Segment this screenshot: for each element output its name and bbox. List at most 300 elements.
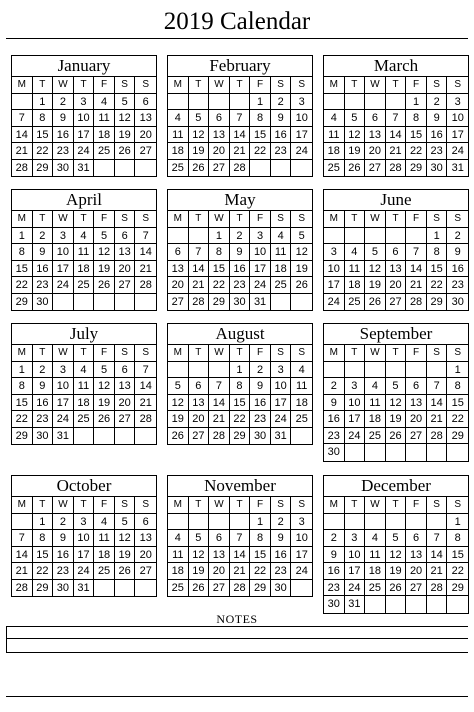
day-cell[interactable]: 20 bbox=[406, 411, 427, 428]
day-cell[interactable]: 16 bbox=[230, 261, 251, 278]
day-cell[interactable]: 3 bbox=[74, 94, 95, 111]
day-cell[interactable]: 21 bbox=[135, 261, 156, 278]
day-cell[interactable]: 27 bbox=[115, 411, 136, 428]
day-cell[interactable]: 9 bbox=[53, 110, 74, 127]
day-cell[interactable]: 25 bbox=[365, 580, 386, 597]
day-cell[interactable]: 28 bbox=[427, 580, 448, 597]
day-cell[interactable]: 1 bbox=[33, 514, 54, 531]
day-cell[interactable]: 8 bbox=[250, 530, 271, 547]
day-cell[interactable]: 7 bbox=[427, 378, 448, 395]
day-cell[interactable]: 4 bbox=[365, 530, 386, 547]
day-cell[interactable]: 27 bbox=[406, 580, 427, 597]
day-cell[interactable]: 11 bbox=[74, 244, 95, 261]
day-cell[interactable]: 9 bbox=[427, 110, 448, 127]
day-cell[interactable]: 7 bbox=[230, 110, 251, 127]
day-cell[interactable]: 12 bbox=[168, 395, 189, 412]
day-cell[interactable]: 20 bbox=[365, 143, 386, 160]
day-cell[interactable]: 29 bbox=[447, 428, 468, 445]
day-cell[interactable]: 18 bbox=[168, 563, 189, 580]
day-cell[interactable]: 12 bbox=[345, 127, 366, 144]
day-cell[interactable]: 1 bbox=[12, 362, 33, 379]
day-cell[interactable]: 2 bbox=[33, 228, 54, 245]
day-cell[interactable]: 1 bbox=[447, 362, 468, 379]
day-cell[interactable]: 20 bbox=[168, 277, 189, 294]
day-cell[interactable]: 7 bbox=[386, 110, 407, 127]
day-cell[interactable]: 2 bbox=[230, 228, 251, 245]
day-cell[interactable]: 26 bbox=[115, 563, 136, 580]
day-cell[interactable]: 25 bbox=[94, 563, 115, 580]
notes-area[interactable] bbox=[6, 626, 468, 698]
day-cell[interactable]: 28 bbox=[406, 294, 427, 311]
day-cell[interactable]: 19 bbox=[386, 411, 407, 428]
day-cell[interactable]: 16 bbox=[53, 127, 74, 144]
day-cell[interactable]: 8 bbox=[230, 378, 251, 395]
day-cell[interactable]: 21 bbox=[209, 411, 230, 428]
day-cell[interactable]: 29 bbox=[209, 294, 230, 311]
day-cell[interactable]: 20 bbox=[209, 563, 230, 580]
day-cell[interactable]: 30 bbox=[271, 580, 292, 597]
day-cell[interactable]: 17 bbox=[447, 127, 468, 144]
day-cell[interactable]: 31 bbox=[345, 596, 366, 613]
day-cell[interactable]: 13 bbox=[209, 127, 230, 144]
day-cell[interactable]: 9 bbox=[271, 530, 292, 547]
day-cell[interactable]: 8 bbox=[250, 110, 271, 127]
day-cell[interactable]: 24 bbox=[447, 143, 468, 160]
day-cell[interactable]: 6 bbox=[209, 110, 230, 127]
day-cell[interactable]: 6 bbox=[135, 514, 156, 531]
day-cell[interactable]: 17 bbox=[291, 127, 312, 144]
day-cell[interactable]: 20 bbox=[406, 563, 427, 580]
day-cell[interactable]: 28 bbox=[209, 428, 230, 445]
day-cell[interactable]: 23 bbox=[33, 411, 54, 428]
day-cell[interactable]: 13 bbox=[406, 395, 427, 412]
day-cell[interactable]: 10 bbox=[74, 530, 95, 547]
day-cell[interactable]: 10 bbox=[345, 395, 366, 412]
day-cell[interactable]: 8 bbox=[447, 530, 468, 547]
day-cell[interactable]: 16 bbox=[33, 395, 54, 412]
day-cell[interactable]: 7 bbox=[427, 530, 448, 547]
day-cell[interactable]: 2 bbox=[271, 514, 292, 531]
day-cell[interactable]: 22 bbox=[230, 411, 251, 428]
day-cell[interactable]: 22 bbox=[406, 143, 427, 160]
day-cell[interactable]: 1 bbox=[209, 228, 230, 245]
day-cell[interactable]: 8 bbox=[33, 110, 54, 127]
day-cell[interactable]: 27 bbox=[209, 160, 230, 177]
day-cell[interactable]: 10 bbox=[291, 110, 312, 127]
day-cell[interactable]: 4 bbox=[74, 362, 95, 379]
day-cell[interactable]: 30 bbox=[33, 428, 54, 445]
day-cell[interactable]: 14 bbox=[427, 395, 448, 412]
day-cell[interactable]: 9 bbox=[33, 244, 54, 261]
day-cell[interactable]: 23 bbox=[271, 143, 292, 160]
day-cell[interactable]: 13 bbox=[365, 127, 386, 144]
day-cell[interactable]: 29 bbox=[230, 428, 251, 445]
day-cell[interactable]: 8 bbox=[33, 530, 54, 547]
day-cell[interactable]: 30 bbox=[451, 295, 464, 308]
day-cell[interactable]: 12 bbox=[365, 261, 386, 278]
day-cell[interactable]: 26 bbox=[115, 143, 136, 160]
day-cell[interactable]: 18 bbox=[345, 277, 366, 294]
day-cell[interactable]: 19 bbox=[189, 143, 210, 160]
day-cell[interactable]: 2 bbox=[427, 94, 448, 111]
day-cell[interactable]: 6 bbox=[168, 244, 189, 261]
day-cell[interactable]: 18 bbox=[94, 127, 115, 144]
day-cell[interactable]: 7 bbox=[12, 530, 33, 547]
day-cell[interactable]: 24 bbox=[74, 563, 95, 580]
day-cell[interactable]: 5 bbox=[189, 530, 210, 547]
day-cell[interactable]: 9 bbox=[324, 395, 345, 412]
day-cell[interactable]: 1 bbox=[33, 94, 54, 111]
day-cell[interactable]: 10 bbox=[291, 530, 312, 547]
day-cell[interactable]: 18 bbox=[291, 395, 312, 412]
day-cell[interactable]: 1 bbox=[12, 228, 33, 245]
day-cell[interactable]: 24 bbox=[324, 294, 345, 311]
day-cell[interactable]: 28 bbox=[12, 160, 33, 177]
day-cell[interactable]: 14 bbox=[135, 378, 156, 395]
day-cell[interactable]: 16 bbox=[33, 261, 54, 278]
day-cell[interactable]: 13 bbox=[135, 530, 156, 547]
day-cell[interactable]: 9 bbox=[324, 547, 345, 564]
day-cell[interactable]: 18 bbox=[74, 261, 95, 278]
day-cell[interactable]: 15 bbox=[12, 395, 33, 412]
day-cell[interactable]: 4 bbox=[324, 110, 345, 127]
day-cell[interactable]: 25 bbox=[271, 277, 292, 294]
day-cell[interactable]: 12 bbox=[386, 547, 407, 564]
day-cell[interactable]: 3 bbox=[53, 228, 74, 245]
day-cell[interactable]: 4 bbox=[94, 514, 115, 531]
day-cell[interactable]: 1 bbox=[447, 514, 468, 531]
day-cell[interactable]: 1 bbox=[250, 94, 271, 111]
day-cell[interactable]: 28 bbox=[427, 428, 448, 445]
day-cell[interactable]: 13 bbox=[209, 547, 230, 564]
day-cell[interactable]: 25 bbox=[94, 143, 115, 160]
day-cell[interactable]: 16 bbox=[447, 261, 468, 278]
day-cell[interactable]: 19 bbox=[94, 261, 115, 278]
day-cell[interactable]: 25 bbox=[365, 428, 386, 445]
day-cell[interactable]: 10 bbox=[345, 547, 366, 564]
day-cell[interactable]: 12 bbox=[386, 395, 407, 412]
day-cell[interactable]: 27 bbox=[189, 428, 210, 445]
day-cell[interactable]: 26 bbox=[291, 277, 312, 294]
day-cell[interactable]: 20 bbox=[135, 547, 156, 564]
day-cell[interactable]: 21 bbox=[12, 143, 33, 160]
day-cell[interactable]: 25 bbox=[74, 277, 95, 294]
day-cell[interactable]: 26 bbox=[365, 294, 386, 311]
day-cell[interactable]: 6 bbox=[115, 362, 136, 379]
day-cell[interactable]: 15 bbox=[447, 395, 468, 412]
day-cell[interactable]: 24 bbox=[250, 277, 271, 294]
day-cell[interactable]: 26 bbox=[189, 160, 210, 177]
day-cell[interactable]: 24 bbox=[53, 277, 74, 294]
day-cell[interactable]: 20 bbox=[386, 277, 407, 294]
day-cell[interactable]: 22 bbox=[427, 277, 448, 294]
day-cell[interactable]: 18 bbox=[271, 261, 292, 278]
day-cell[interactable]: 15 bbox=[12, 261, 33, 278]
day-cell[interactable]: 14 bbox=[209, 395, 230, 412]
day-cell[interactable]: 8 bbox=[406, 110, 427, 127]
day-cell[interactable]: 24 bbox=[53, 411, 74, 428]
day-cell[interactable]: 24 bbox=[345, 428, 366, 445]
day-cell[interactable]: 9 bbox=[33, 378, 54, 395]
day-cell[interactable]: 5 bbox=[386, 378, 407, 395]
day-cell[interactable]: 15 bbox=[209, 261, 230, 278]
day-cell[interactable]: 30 bbox=[324, 596, 345, 613]
day-cell[interactable]: 18 bbox=[94, 547, 115, 564]
day-cell[interactable]: 26 bbox=[168, 428, 189, 445]
day-cell[interactable]: 25 bbox=[74, 411, 95, 428]
day-cell[interactable]: 11 bbox=[345, 261, 366, 278]
day-cell[interactable]: 13 bbox=[189, 395, 210, 412]
day-cell[interactable]: 14 bbox=[230, 127, 251, 144]
day-cell[interactable]: 22 bbox=[447, 411, 468, 428]
day-cell[interactable]: 26 bbox=[386, 580, 407, 597]
day-cell[interactable]: 31 bbox=[451, 161, 464, 174]
day-cell[interactable]: 4 bbox=[74, 228, 95, 245]
day-cell[interactable]: 16 bbox=[250, 395, 271, 412]
day-cell[interactable]: 17 bbox=[53, 261, 74, 278]
day-cell[interactable]: 12 bbox=[189, 127, 210, 144]
day-cell[interactable]: 5 bbox=[115, 514, 136, 531]
day-cell[interactable]: 10 bbox=[271, 378, 292, 395]
day-cell[interactable]: 18 bbox=[324, 143, 345, 160]
day-cell[interactable]: 3 bbox=[291, 514, 312, 531]
day-cell[interactable]: 11 bbox=[168, 547, 189, 564]
day-cell[interactable]: 16 bbox=[427, 127, 448, 144]
day-cell[interactable]: 1 bbox=[406, 94, 427, 111]
day-cell[interactable]: 27 bbox=[406, 428, 427, 445]
day-cell[interactable]: 6 bbox=[115, 228, 136, 245]
day-cell[interactable]: 1 bbox=[250, 514, 271, 531]
day-cell[interactable]: 9 bbox=[53, 530, 74, 547]
day-cell[interactable]: 12 bbox=[94, 244, 115, 261]
day-cell[interactable]: 29 bbox=[33, 580, 54, 597]
day-cell[interactable]: 21 bbox=[406, 277, 427, 294]
day-cell[interactable]: 31 bbox=[53, 428, 74, 445]
day-cell[interactable]: 3 bbox=[345, 378, 366, 395]
day-cell[interactable]: 5 bbox=[168, 378, 189, 395]
day-cell[interactable]: 11 bbox=[365, 547, 386, 564]
day-cell[interactable]: 23 bbox=[33, 277, 54, 294]
day-cell[interactable]: 4 bbox=[365, 378, 386, 395]
day-cell[interactable]: 27 bbox=[168, 294, 189, 311]
day-cell[interactable]: 29 bbox=[12, 428, 33, 445]
day-cell[interactable]: 17 bbox=[250, 261, 271, 278]
day-cell[interactable]: 24 bbox=[74, 143, 95, 160]
day-cell[interactable]: 17 bbox=[74, 127, 95, 144]
day-cell[interactable]: 23 bbox=[250, 411, 271, 428]
day-cell[interactable]: 10 bbox=[74, 110, 95, 127]
day-cell[interactable]: 14 bbox=[230, 547, 251, 564]
day-cell[interactable]: 3 bbox=[53, 362, 74, 379]
day-cell[interactable]: 1 bbox=[427, 228, 448, 245]
day-cell[interactable]: 4 bbox=[291, 362, 312, 379]
day-cell[interactable]: 14 bbox=[386, 127, 407, 144]
day-cell[interactable]: 22 bbox=[33, 143, 54, 160]
day-cell[interactable]: 10 bbox=[250, 244, 271, 261]
day-cell[interactable]: 13 bbox=[386, 261, 407, 278]
day-cell[interactable]: 8 bbox=[427, 244, 448, 261]
day-cell[interactable]: 2 bbox=[53, 514, 74, 531]
day-cell[interactable]: 2 bbox=[33, 362, 54, 379]
day-cell[interactable]: 29 bbox=[33, 160, 54, 177]
day-cell[interactable]: 6 bbox=[406, 530, 427, 547]
day-cell[interactable]: 22 bbox=[12, 277, 33, 294]
day-cell[interactable]: 12 bbox=[94, 378, 115, 395]
day-cell[interactable]: 28 bbox=[135, 277, 156, 294]
day-cell[interactable]: 10 bbox=[53, 244, 74, 261]
day-cell[interactable]: 11 bbox=[271, 244, 292, 261]
day-cell[interactable]: 8 bbox=[12, 244, 33, 261]
day-cell[interactable]: 7 bbox=[189, 244, 210, 261]
day-cell[interactable]: 3 bbox=[291, 94, 312, 111]
day-cell[interactable]: 13 bbox=[115, 244, 136, 261]
day-cell[interactable]: 20 bbox=[135, 127, 156, 144]
day-cell[interactable]: 15 bbox=[406, 127, 427, 144]
day-cell[interactable]: 6 bbox=[365, 110, 386, 127]
day-cell[interactable]: 29 bbox=[250, 580, 271, 597]
day-cell[interactable]: 23 bbox=[53, 563, 74, 580]
day-cell[interactable]: 25 bbox=[168, 160, 189, 177]
day-cell[interactable]: 2 bbox=[324, 378, 345, 395]
day-cell[interactable]: 7 bbox=[230, 530, 251, 547]
day-cell[interactable]: 19 bbox=[168, 411, 189, 428]
day-cell[interactable]: 5 bbox=[189, 110, 210, 127]
day-cell[interactable]: 13 bbox=[406, 547, 427, 564]
day-cell[interactable]: 21 bbox=[230, 563, 251, 580]
day-cell[interactable]: 23 bbox=[427, 143, 448, 160]
day-cell[interactable]: 6 bbox=[189, 378, 210, 395]
day-cell[interactable]: 13 bbox=[135, 110, 156, 127]
day-cell[interactable]: 30 bbox=[324, 444, 345, 461]
day-cell[interactable]: 15 bbox=[447, 547, 468, 564]
day-cell[interactable]: 23 bbox=[447, 277, 468, 294]
day-cell[interactable]: 29 bbox=[427, 294, 448, 311]
day-cell[interactable]: 12 bbox=[189, 547, 210, 564]
day-cell[interactable]: 3 bbox=[250, 228, 271, 245]
day-cell[interactable]: 3 bbox=[271, 362, 292, 379]
day-cell[interactable]: 16 bbox=[53, 547, 74, 564]
day-cell[interactable]: 21 bbox=[230, 143, 251, 160]
day-cell[interactable]: 28 bbox=[189, 294, 210, 311]
day-cell[interactable]: 4 bbox=[345, 244, 366, 261]
day-cell[interactable]: 14 bbox=[189, 261, 210, 278]
day-cell[interactable]: 14 bbox=[427, 547, 448, 564]
day-cell[interactable]: 20 bbox=[115, 395, 136, 412]
day-cell[interactable]: 9 bbox=[250, 378, 271, 395]
day-cell[interactable]: 21 bbox=[427, 563, 448, 580]
day-cell[interactable]: 27 bbox=[386, 294, 407, 311]
day-cell[interactable]: 14 bbox=[12, 127, 33, 144]
day-cell[interactable]: 20 bbox=[189, 411, 210, 428]
day-cell[interactable]: 15 bbox=[230, 395, 251, 412]
day-cell[interactable]: 29 bbox=[447, 580, 468, 597]
day-cell[interactable]: 16 bbox=[324, 563, 345, 580]
day-cell[interactable]: 17 bbox=[345, 411, 366, 428]
day-cell[interactable]: 14 bbox=[135, 244, 156, 261]
day-cell[interactable]: 28 bbox=[135, 411, 156, 428]
day-cell[interactable]: 12 bbox=[291, 244, 312, 261]
day-cell[interactable]: 31 bbox=[74, 580, 95, 597]
day-cell[interactable]: 27 bbox=[365, 160, 386, 177]
day-cell[interactable]: 16 bbox=[271, 547, 292, 564]
day-cell[interactable]: 27 bbox=[135, 563, 156, 580]
day-cell[interactable]: 6 bbox=[386, 244, 407, 261]
day-cell[interactable]: 15 bbox=[427, 261, 448, 278]
day-cell[interactable]: 11 bbox=[94, 530, 115, 547]
day-cell[interactable]: 15 bbox=[250, 127, 271, 144]
day-cell[interactable]: 24 bbox=[271, 411, 292, 428]
day-cell[interactable]: 30 bbox=[53, 160, 74, 177]
day-cell[interactable]: 31 bbox=[74, 160, 95, 177]
day-cell[interactable]: 5 bbox=[345, 110, 366, 127]
day-cell[interactable]: 19 bbox=[386, 563, 407, 580]
day-cell[interactable]: 19 bbox=[115, 127, 136, 144]
day-cell[interactable]: 18 bbox=[365, 563, 386, 580]
day-cell[interactable]: 7 bbox=[12, 110, 33, 127]
day-cell[interactable]: 3 bbox=[74, 514, 95, 531]
day-cell[interactable]: 9 bbox=[447, 244, 468, 261]
day-cell[interactable]: 2 bbox=[271, 94, 292, 111]
day-cell[interactable]: 17 bbox=[74, 547, 95, 564]
day-cell[interactable]: 26 bbox=[94, 277, 115, 294]
day-cell[interactable]: 29 bbox=[406, 160, 427, 177]
day-cell[interactable]: 4 bbox=[271, 228, 292, 245]
day-cell[interactable]: 22 bbox=[12, 411, 33, 428]
day-cell[interactable]: 30 bbox=[53, 580, 74, 597]
day-cell[interactable]: 8 bbox=[209, 244, 230, 261]
day-cell[interactable]: 5 bbox=[115, 94, 136, 111]
day-cell[interactable]: 12 bbox=[115, 530, 136, 547]
day-cell[interactable]: 24 bbox=[291, 143, 312, 160]
day-cell[interactable]: 9 bbox=[271, 110, 292, 127]
day-cell[interactable]: 28 bbox=[230, 580, 251, 597]
day-cell[interactable]: 11 bbox=[291, 378, 312, 395]
day-cell[interactable]: 6 bbox=[135, 94, 156, 111]
day-cell[interactable]: 9 bbox=[230, 244, 251, 261]
day-cell[interactable]: 16 bbox=[324, 411, 345, 428]
day-cell[interactable]: 4 bbox=[94, 94, 115, 111]
day-cell[interactable]: 3 bbox=[345, 530, 366, 547]
day-cell[interactable]: 20 bbox=[115, 261, 136, 278]
day-cell[interactable]: 26 bbox=[386, 428, 407, 445]
day-cell[interactable]: 26 bbox=[345, 160, 366, 177]
day-cell[interactable]: 19 bbox=[94, 395, 115, 412]
day-cell[interactable]: 5 bbox=[386, 530, 407, 547]
day-cell[interactable]: 17 bbox=[345, 563, 366, 580]
day-cell[interactable]: 25 bbox=[345, 294, 366, 311]
day-cell[interactable]: 5 bbox=[291, 228, 312, 245]
day-cell[interactable]: 5 bbox=[94, 362, 115, 379]
day-cell[interactable]: 11 bbox=[94, 110, 115, 127]
day-cell[interactable]: 2 bbox=[53, 94, 74, 111]
day-cell[interactable]: 15 bbox=[33, 547, 54, 564]
day-cell[interactable]: 10 bbox=[324, 261, 345, 278]
day-cell[interactable]: 15 bbox=[33, 127, 54, 144]
day-cell[interactable]: 29 bbox=[12, 294, 33, 311]
day-cell[interactable]: 21 bbox=[386, 143, 407, 160]
day-cell[interactable]: 30 bbox=[33, 294, 54, 311]
day-cell[interactable]: 16 bbox=[271, 127, 292, 144]
day-cell[interactable]: 18 bbox=[168, 143, 189, 160]
day-cell[interactable]: 17 bbox=[271, 395, 292, 412]
day-cell[interactable]: 11 bbox=[365, 395, 386, 412]
day-cell[interactable]: 4 bbox=[168, 110, 189, 127]
day-cell[interactable]: 5 bbox=[94, 228, 115, 245]
day-cell[interactable]: 19 bbox=[365, 277, 386, 294]
day-cell[interactable]: 30 bbox=[250, 428, 271, 445]
day-cell[interactable]: 5 bbox=[365, 244, 386, 261]
day-cell[interactable]: 18 bbox=[365, 411, 386, 428]
